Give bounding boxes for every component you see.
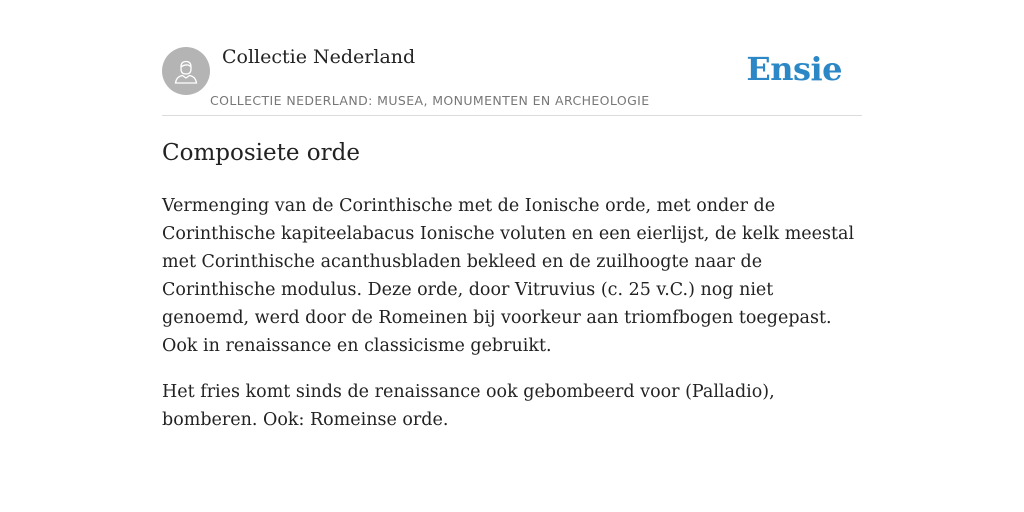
source-label: COLLECTIE NEDERLAND: MUSEA, MONUMENTEN EN ARCHEOLOGIE <box>210 93 650 108</box>
entry-header <box>162 0 862 116</box>
entry-paragraph: Vermenging van de Corinthische met de Ionische orde, met onder de Corinthische kapiteelabacus Ionische voluten en een eierlijst, de kelk meestal met Corinthische acanthusbladen bekleed en de zuilhoogte naar de Corinthische modulus. Deze orde, door Vitruvius (c. 25 v.C.) nog niet genoemd, werd door de Romeinen bij voorkeur aan triomfbogen toegepast. Ook in renaissance en classicisme gebruikt. <box>162 196 855 356</box>
author-avatar[interactable] <box>162 47 210 95</box>
entry-card <box>162 0 862 430</box>
ensie-logo[interactable]: Ensie <box>746 50 842 88</box>
entry-title: Composiete orde <box>162 140 360 166</box>
author-name[interactable]: Collectie Nederland <box>222 46 416 68</box>
user-avatar-icon <box>172 57 200 85</box>
entry-body <box>162 192 862 452</box>
entry-paragraph: Het fries komt sinds de renaissance ook gebombeerd voor (Palladio), bomberen. Ook: Romeinse orde. <box>162 382 775 430</box>
